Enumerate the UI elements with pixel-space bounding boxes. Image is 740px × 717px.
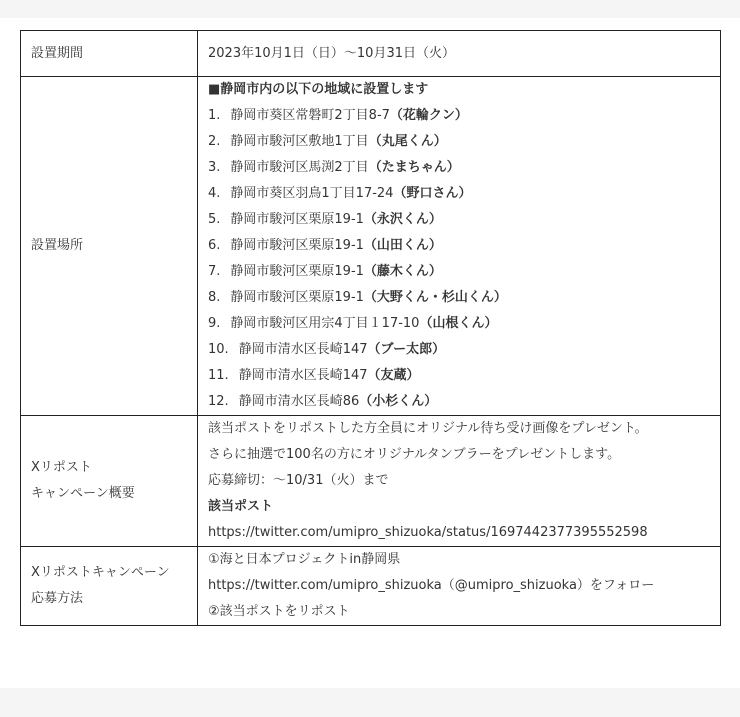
place-item-name: （花輪クン）: [389, 108, 468, 123]
campaign-line1: 該当ポストをリポストした方全員にオリジナル待ち受け画像をプレゼント。: [208, 421, 648, 436]
place-label: 設置場所: [21, 77, 198, 416]
place-item: [208, 389, 710, 415]
place-item-number: 1.: [208, 108, 221, 123]
place-list: [208, 103, 710, 415]
place-item: [208, 311, 710, 337]
campaign-label-line2: キャンペーン概要: [31, 486, 135, 501]
place-item-number: 5.: [208, 212, 221, 227]
campaign-content: [198, 416, 721, 547]
place-item: [208, 129, 710, 155]
method-step1: ①海と日本プロジェクトin静岡県: [208, 552, 401, 567]
method-label-line2: 応募方法: [31, 591, 84, 606]
period-label: 設置期間: [21, 31, 198, 77]
place-item-name: （永沢くん）: [363, 212, 442, 227]
place-item-name: （大野くん・杉山くん）: [363, 290, 507, 305]
place-item: [208, 259, 710, 285]
place-item-number: 6.: [208, 238, 221, 253]
place-item-number: 2.: [208, 134, 221, 149]
period-value: 2023年10月1日（日）～10月31日（火）: [198, 31, 721, 77]
place-item-number: 4.: [208, 186, 221, 201]
place-item-name: （たまちゃん）: [368, 160, 460, 175]
place-item: [208, 207, 710, 233]
place-item: [208, 103, 710, 129]
campaign-post-heading: 該当ポスト: [208, 499, 274, 514]
place-item-address: 静岡市葵区羽鳥1丁目17-24: [230, 186, 394, 201]
place-item-name: （小杉くん）: [359, 394, 438, 409]
table-row-method: [21, 547, 721, 626]
place-item: [208, 155, 710, 181]
place-item-address: 静岡市駿河区用宗4丁目１17-10: [230, 316, 420, 331]
method-label: [21, 547, 198, 626]
method-step2: ②該当ポストをリポスト: [208, 604, 350, 619]
campaign-label: [21, 416, 198, 547]
place-item-address: 静岡市葵区常磐町2丁目8-7: [230, 108, 390, 123]
place-item: [208, 337, 710, 363]
method-follow-text: （@umipro_shizuoka）をフォロー: [441, 578, 655, 593]
place-item-name: （丸尾くん）: [368, 134, 447, 149]
place-item-name: （山田くん）: [363, 238, 442, 253]
place-item-name: （友蔵）: [367, 368, 420, 383]
place-item-address: 静岡市駿河区栗原19-1: [230, 264, 364, 279]
place-item-address: 静岡市駿河区栗原19-1: [230, 212, 364, 227]
place-heading: ■静岡市内の以下の地域に設置します: [208, 82, 429, 97]
place-item-number: 3.: [208, 160, 221, 175]
place-item-number: 8.: [208, 290, 221, 305]
place-item-address: 静岡市駿河区栗原19-1: [230, 290, 364, 305]
place-item-name: （ブー太郎）: [367, 342, 446, 357]
place-item-address: 静岡市駿河区馬渕2丁目: [230, 160, 369, 175]
place-item-number: 7.: [208, 264, 221, 279]
method-step1-follow: [208, 573, 710, 599]
info-table: [20, 30, 721, 626]
place-item-address: 静岡市駿河区栗原19-1: [230, 238, 364, 253]
place-item-name: （藤木くん）: [363, 264, 442, 279]
method-account-link[interactable]: https://twitter.com/umipro_shizuoka: [208, 578, 442, 593]
table-row-period: [21, 31, 721, 77]
place-item-name: （山根くん）: [419, 316, 498, 331]
campaign-label-line1: Xリポスト: [31, 460, 92, 475]
campaign-line2: さらに抽選で100名の方にオリジナルタンブラーをプレゼントします。: [208, 447, 621, 462]
method-label-line1: Xリポストキャンペーン: [31, 565, 170, 580]
place-item-address: 静岡市清水区長崎147: [238, 368, 368, 383]
place-item-number: 9.: [208, 316, 221, 331]
place-item: [208, 233, 710, 259]
method-content: [198, 547, 721, 626]
place-item-number: 10.: [208, 342, 229, 357]
campaign-deadline: 応募締切：～10/31（火）まで: [208, 473, 389, 488]
table-row-place: [21, 77, 721, 416]
campaign-post-link[interactable]: https://twitter.com/umipro_shizuoka/status/1697442377395552598: [208, 525, 648, 540]
place-item-number: 11.: [208, 368, 229, 383]
place-item-address: 静岡市清水区長崎147: [238, 342, 368, 357]
place-item-number: 12.: [208, 394, 229, 409]
place-item: [208, 181, 710, 207]
place-item-address: 静岡市駿河区敷地1丁目: [230, 134, 369, 149]
place-item-name: （野口さん）: [393, 186, 472, 201]
place-content: [198, 77, 721, 416]
place-item: [208, 363, 710, 389]
table-row-campaign: [21, 416, 721, 547]
place-item-address: 静岡市清水区長崎86: [238, 394, 360, 409]
place-item: [208, 285, 710, 311]
